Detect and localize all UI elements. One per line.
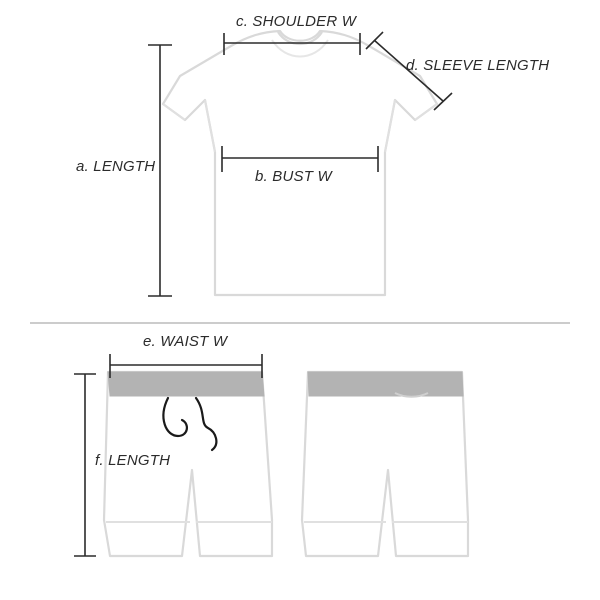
- shorts-back-illustration: [302, 372, 468, 556]
- label-shirt-length: a. LENGTH: [76, 158, 156, 175]
- tshirt-illustration: [163, 31, 437, 295]
- label-waist-width: e. WAIST W: [143, 333, 228, 350]
- shorts-back-outline: [302, 372, 468, 556]
- label-bust-width: b. BUST W: [255, 168, 332, 185]
- label-shorts-length: f. LENGTH: [95, 452, 171, 469]
- shorts-front-waistband: [108, 372, 264, 396]
- label-sleeve-length: d. SLEEVE LENGTH: [406, 57, 550, 74]
- shorts-back-waistband: [308, 372, 463, 396]
- label-shoulder-width: c. SHOULDER W: [236, 13, 357, 30]
- measure-shorts-length: [74, 374, 96, 556]
- tshirt-body-outline: [163, 31, 437, 295]
